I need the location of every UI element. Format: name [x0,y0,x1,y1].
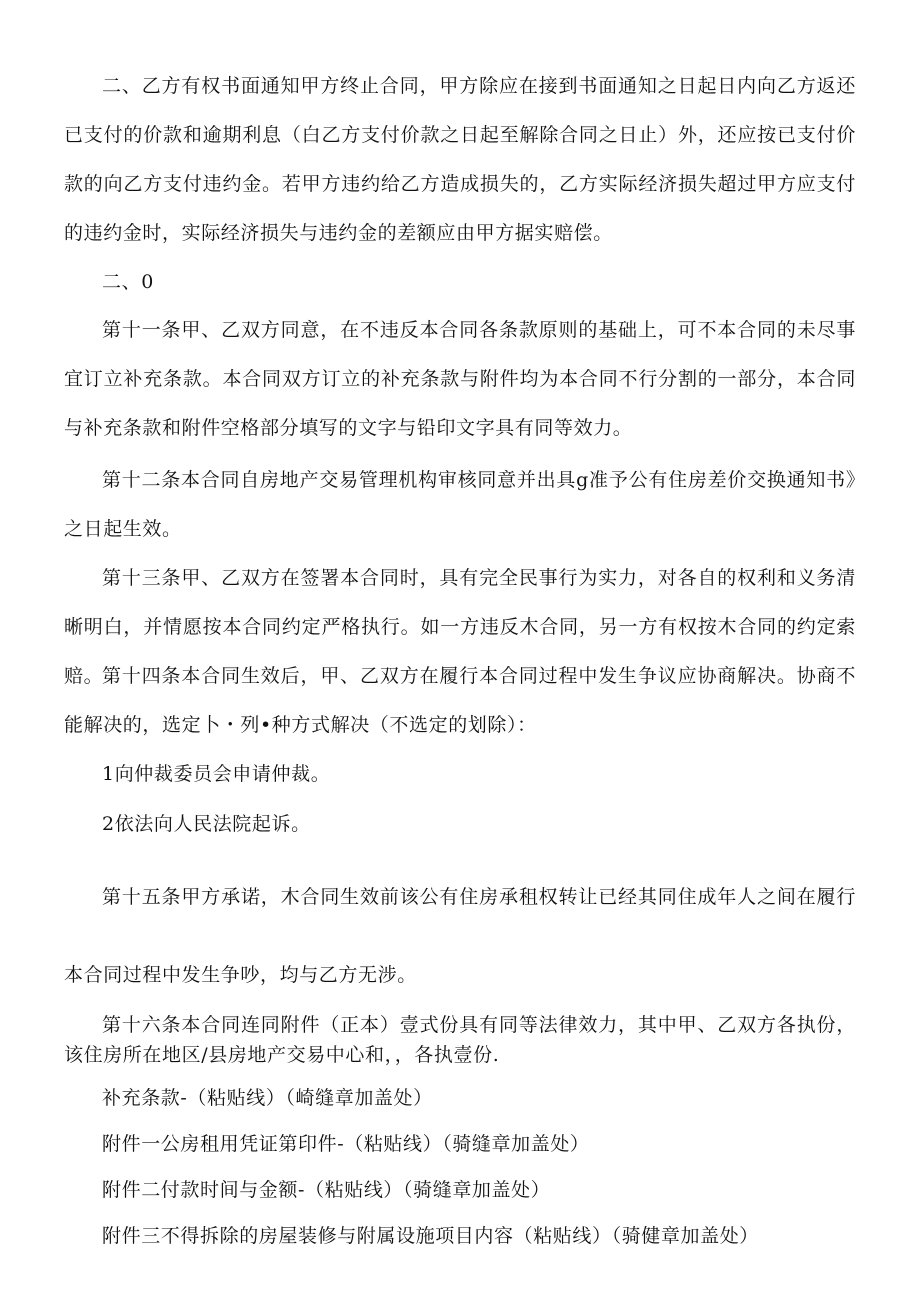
paragraph-article-13: 第十三条甲、乙双方在签署本合同时，具有完全民事行为实力，对各自的权利和义务清晰明白，并情愿按本合同约定严格执行。如一方违反木合同，另一方有权按木合同的约定索赔。 [64,567,856,687]
paragraph-option-court: 2依法向人民法院起诉。 [102,813,311,835]
paragraph-attachment-2: 附件二付款时间与金额-（粘贴线）（骑缝章加盖处） [102,1179,551,1201]
paragraph-option-arbitration: 1向仲裁委员会申请仲裁。 [102,763,331,785]
paragraph-article-12: 第十二条本合同自房地产交易管理机构审核同意并出具g准予公有住房差价交换通知书》之日起生效。 [64,469,856,540]
paragraph-attachment-3: 附件三不得拆除的房屋装修与附属设施项目内容（粘贴线）（骑健章加盖处） [102,1225,759,1247]
paragraph-article-16: 第十六条本合同连同附件（正本）壹式份具有同等法律效力，其中甲、乙双方各执份，该住房所在地区/县房地产交易中心和，，各执壹份. [64,1014,856,1066]
paragraph-article-11: 第十一条甲、乙双方同意，在不违反本合同各条款原则的基础上，可不本合同的未尽事宜订立补充条款。本合同双方订立的补充条款与附件均为本合同不行分割的一部分，本合同与补充条款和附件空格部分填写的文字与铅印文字具有同等效力。 [64,319,856,439]
paragraph-termination-clause: 二、乙方有权书面通知甲方终止合同，甲方除应在接到书面通知之日起日内向乙方返还已支付的价款和逾期利息（白乙方支付价款之日起至解除合同之日止）外，还应按已支付价款的向乙方支付违约金。若甲方违约给乙方造成损失的，乙方实际经济损失超过甲方应支付的违约金时，实际经济损失与违约金的差额应由甲方据实赔偿。 [64,75,856,244]
paragraph-article-15: 第十五条甲方承诺，木合同生效前该公有住房承租权转让已经其同住成年人之间在履行本合同过程中发生争吵，均与乙方无涉。 [64,886,856,986]
paragraph-attachment-1: 附件一公房租用凭证第印件-（粘贴线）（骑缝章加盖处） [102,1133,590,1155]
paragraph-article-14: 第十四条本合同生效后，甲、乙双方在履行本合同过程中发生争议应协商解决。协商不能解决的，选定卜・列•种方式解决（不选定的划除）： [64,665,856,736]
paragraph-item-two-zero: 二、0 [102,271,154,293]
paragraph-supplementary-clause: 补充条款-（粘贴线）（崎缝章加盖处） [102,1087,433,1109]
